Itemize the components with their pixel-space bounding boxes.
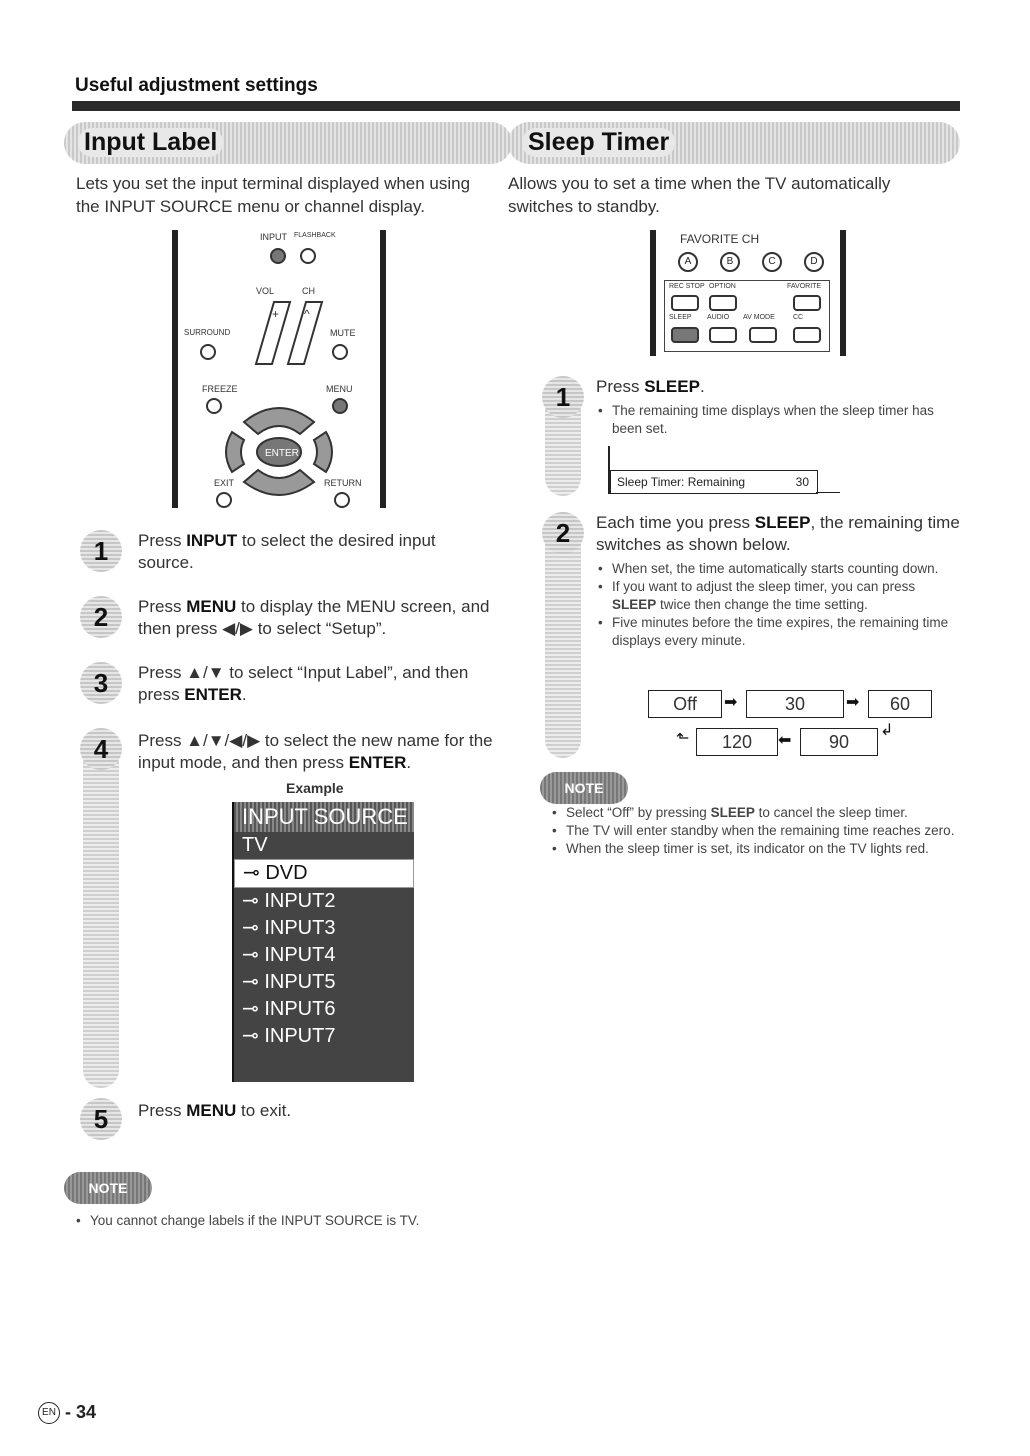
cc-button-icon	[793, 327, 821, 343]
timer-box-30: 30	[746, 690, 844, 718]
timer-box-off: Off	[648, 690, 722, 718]
step-5-text: Press MENU to exit.	[138, 1101, 292, 1120]
step-5-number: 5	[80, 1098, 122, 1140]
sleep-timer-display-value: 30	[795, 475, 809, 489]
note-badge-right: NOTE	[540, 772, 628, 804]
input-plug-icon: ⊸	[242, 998, 265, 1020]
language-badge-icon: EN	[38, 1402, 60, 1424]
page-number-text: - 34	[65, 1402, 97, 1422]
rec-stop-button-icon	[671, 295, 699, 311]
arrow-right-icon: ➡	[724, 694, 738, 711]
sleep-step-2-bullet-3: • Five minutes before the time expires, the remaining time displays every minute.	[598, 614, 960, 650]
note-item: • You cannot change labels if the INPUT SOURCE is TV.	[76, 1212, 506, 1230]
note-badge-left: NOTE	[64, 1172, 152, 1204]
sleep-step-2-text: Each time you press SLEEP, the remaining time switches as shown below.	[596, 513, 960, 554]
input-plug-icon: ⊸	[242, 971, 265, 993]
av-mode-button-icon	[749, 327, 777, 343]
menu-item-input7[interactable]: ⊸ INPUT7	[242, 1025, 336, 1047]
sleep-step-1-bullet: • The remaining time displays when the sleep timer has been set.	[598, 402, 958, 438]
svg-text:ENTER: ENTER	[265, 448, 299, 459]
sleep-step-2-bullet-1: • When set, the time automatically starts counting down.	[598, 560, 960, 578]
input-plug-icon: ⊸	[242, 890, 265, 912]
sleep-timer-intro: Allows you to set a time when the TV automatically switches to standby.	[508, 174, 891, 216]
note-item: • When the sleep timer is set, its indicator on the TV lights red.	[552, 840, 962, 858]
audio-button-icon	[709, 327, 737, 343]
mute-button-icon	[332, 344, 348, 360]
input-source-menu-header: INPUT SOURCE	[234, 802, 414, 832]
input-label-title-bar	[64, 122, 512, 164]
input-plug-icon: ⊸	[242, 944, 265, 966]
menu-item-input2[interactable]: ⊸ INPUT2	[242, 890, 336, 912]
input-source-menu	[232, 802, 414, 1082]
return-button-icon	[334, 492, 350, 508]
timer-box-120: 120	[696, 728, 778, 756]
sleep-step-2-bullets	[598, 560, 960, 650]
sleep-timer-title-bar	[508, 122, 960, 164]
input-plug-icon: ⊸	[242, 1025, 265, 1047]
remote-label-vol: VOL	[256, 286, 275, 296]
step-3-text: Press ▲/▼ to select “Input Label”, and then press ENTER.	[138, 663, 469, 704]
favorite-d-button-icon: D	[804, 252, 824, 272]
menu-item-input5[interactable]: ⊸ INPUT5	[242, 971, 336, 993]
step-1-number: 1	[80, 530, 122, 572]
sleep-timer-display-label: Sleep Timer: Remaining	[617, 475, 746, 489]
example-label: Example	[286, 780, 344, 796]
remote-label-rec-stop: REC STOP	[669, 283, 705, 290]
input-plug-icon: ⊸	[243, 862, 266, 884]
note-list-right	[552, 804, 962, 858]
remote-label-mute: MUTE	[330, 328, 356, 338]
remote-label-sleep: SLEEP	[669, 314, 692, 321]
sleep-step-1-bullets	[598, 402, 958, 438]
arrow-right-icon: ➡	[846, 694, 860, 711]
step-2-number: 2	[80, 596, 122, 638]
remote-label-cc: CC	[793, 314, 804, 321]
input-label-intro: Lets you set the input terminal displayed when using the INPUT SOURCE menu or channel display.	[76, 174, 471, 216]
remote-label-favorite-ch: FAVORITE CH	[680, 232, 760, 246]
step-2-text: Press MENU to display the MENU screen, and then press ◀/▶ to select “Setup”.	[138, 597, 490, 638]
remote-label-favorite: FAVORITE	[787, 283, 822, 290]
step-1-text: Press INPUT to select the desired input source.	[138, 531, 436, 572]
note-item: • The TV will enter standby when the remaining time reaches zero.	[552, 822, 962, 840]
flashback-button-icon	[300, 248, 316, 264]
remote-label-input: INPUT	[260, 232, 287, 242]
vol-ch-rocker-icon	[238, 296, 328, 366]
step-4-number: 4	[80, 728, 122, 770]
menu-item-tv[interactable]: TV	[242, 834, 268, 856]
remote-illustration-left	[172, 230, 386, 508]
remote-label-av-mode: AV MODE	[743, 314, 775, 321]
timer-box-60: 60	[868, 690, 932, 718]
timer-box-90: 90	[800, 728, 878, 756]
arrow-down-left-icon: ↲	[880, 722, 894, 739]
favorite-button-icon	[793, 295, 821, 311]
sleep-step-2-number: 2	[542, 512, 584, 554]
remote-label-freeze: FREEZE	[202, 384, 238, 394]
menu-item-input3[interactable]: ⊸ INPUT3	[242, 917, 336, 939]
input-plug-icon: ⊸	[242, 917, 265, 939]
remote-label-ch: CH	[302, 286, 315, 296]
step-4-strip	[83, 728, 119, 1088]
note-list-left	[76, 1212, 506, 1230]
favorite-b-button-icon: B	[720, 252, 740, 272]
display-underline	[816, 492, 840, 493]
step-3-number: 3	[80, 662, 122, 704]
sleep-step-2-bullet-2: • If you want to adjust the sleep timer, you can press SLEEP twice then change the time setting.	[598, 578, 960, 614]
remote-label-exit: EXIT	[214, 478, 235, 488]
option-button-icon	[709, 295, 737, 311]
sleep-step-1-text: Press SLEEP.	[596, 377, 705, 396]
favorite-c-button-icon: C	[762, 252, 782, 272]
arrow-left-icon: ⬅	[778, 732, 792, 749]
remote-label-flashback: FLASHBACK	[294, 232, 336, 239]
input-button-icon	[270, 248, 286, 264]
input-label-title: Input Label	[78, 128, 223, 157]
remote-button-panel	[664, 280, 830, 352]
header-rule	[72, 101, 960, 111]
remote-label-menu: MENU	[326, 384, 353, 394]
svg-text:^: ^	[304, 307, 310, 321]
sleep-timer-display	[610, 470, 818, 494]
menu-item-input6[interactable]: ⊸ INPUT6	[242, 998, 336, 1020]
remote-label-surround: SURROUND	[184, 328, 231, 337]
sleep-button-icon	[671, 327, 699, 343]
sleep-step-1-number: 1	[542, 376, 584, 418]
remote-illustration-right	[650, 230, 846, 356]
page-header: Useful adjustment settings	[75, 75, 318, 96]
favorite-a-button-icon: A	[678, 252, 698, 272]
page-number	[38, 1402, 96, 1424]
remote-label-audio: AUDIO	[707, 314, 730, 321]
arrow-up-icon: ⬑	[676, 730, 690, 747]
svg-text:+: +	[272, 307, 280, 321]
step-4-text: Press ▲/▼/◀/▶ to select the new name for the input mode, and then press ENTER.	[138, 731, 493, 772]
remote-label-return: RETURN	[324, 478, 362, 488]
sleep-timer-title: Sleep Timer	[522, 128, 675, 157]
remote-label-option: OPTION	[709, 283, 736, 290]
note-item: • Select “Off” by pressing SLEEP to cancel the sleep timer.	[552, 804, 962, 822]
exit-button-icon	[216, 492, 232, 508]
surround-button-icon	[200, 344, 216, 360]
menu-item-dvd[interactable]: ⊸ DVD	[234, 859, 414, 888]
menu-item-input4[interactable]: ⊸ INPUT4	[242, 944, 336, 966]
